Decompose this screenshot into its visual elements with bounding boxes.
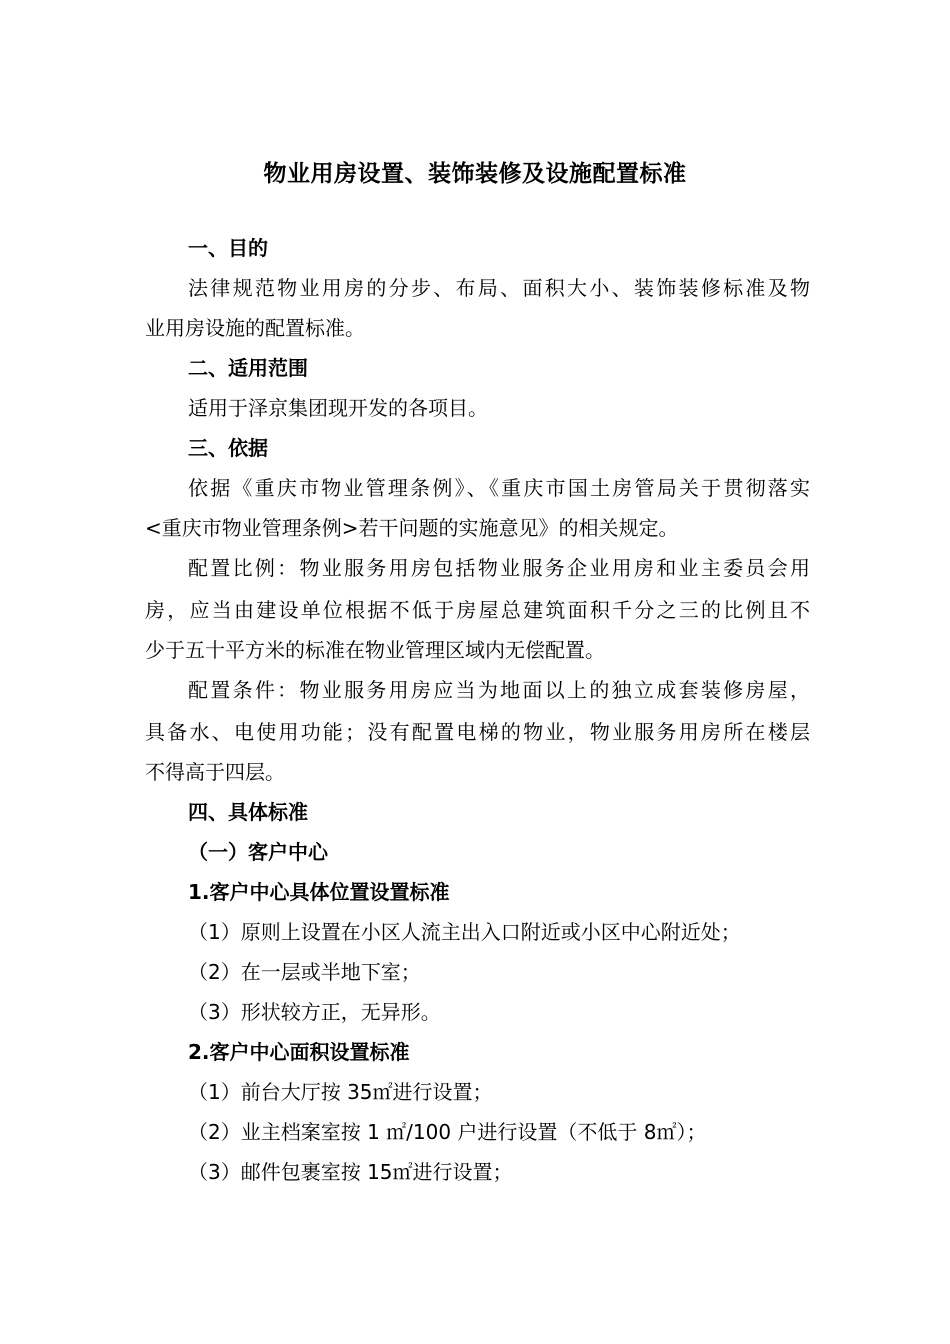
paragraph-line: 业用房设施的配置标准。	[145, 316, 365, 340]
paragraph-line: <重庆市物业管理条例>若干问题的实施意见》的相关规定。	[145, 516, 679, 540]
paragraph-line: 法律规范物业用房的分步、布局、面积大小、装饰装修标准及物	[188, 276, 810, 300]
subsection-heading: 2.客户中心面积设置标准	[188, 1040, 410, 1064]
list-item: （2）在一层或半地下室；	[188, 960, 421, 984]
paragraph-line: 少于五十平方米的标准在物业管理区域内无偿配置。	[145, 638, 605, 662]
paragraph-line: 不得高于四层。	[145, 760, 285, 784]
list-item: （3）形状较方正，无异形。	[188, 1000, 441, 1024]
list-item: （1）前台大厅按 35㎡进行设置；	[188, 1080, 493, 1104]
section-heading-purpose: 一、目的	[188, 236, 268, 260]
subsection-heading: （一）客户中心	[188, 840, 328, 864]
section-heading-basis: 三、依据	[188, 436, 268, 460]
list-item: （1）原则上设置在小区人流主出入口附近或小区中心附近处；	[188, 920, 741, 944]
section-heading-standards: 四、具体标准	[188, 800, 308, 824]
paragraph-line: 配置条件：物业服务用房应当为地面以上的独立成套装修房屋，	[188, 678, 810, 702]
subsection-heading: 1.客户中心具体位置设置标准	[188, 880, 450, 904]
section-heading-scope: 二、适用范围	[188, 356, 308, 380]
paragraph-line: 适用于泽京集团现开发的各项目。	[188, 396, 488, 420]
list-item: （3）邮件包裹室按 15㎡进行设置；	[188, 1160, 513, 1184]
paragraph-line: 房，应当由建设单位根据不低于房屋总建筑面积千分之三的比例且不	[145, 598, 810, 622]
list-item: （2）业主档案室按 1 ㎡/100 户进行设置（不低于 8㎡）；	[188, 1120, 707, 1144]
paragraph-line: 具备水、电使用功能；没有配置电梯的物业，物业服务用房所在楼层	[145, 720, 810, 744]
paragraph-line: 配置比例：物业服务用房包括物业服务企业用房和业主委员会用	[188, 556, 810, 580]
document-title: 物业用房设置、装饰装修及设施配置标准	[263, 161, 687, 187]
paragraph-line: 依据《重庆市物业管理条例》、《重庆市国土房管局关于贯彻落实	[188, 476, 810, 500]
